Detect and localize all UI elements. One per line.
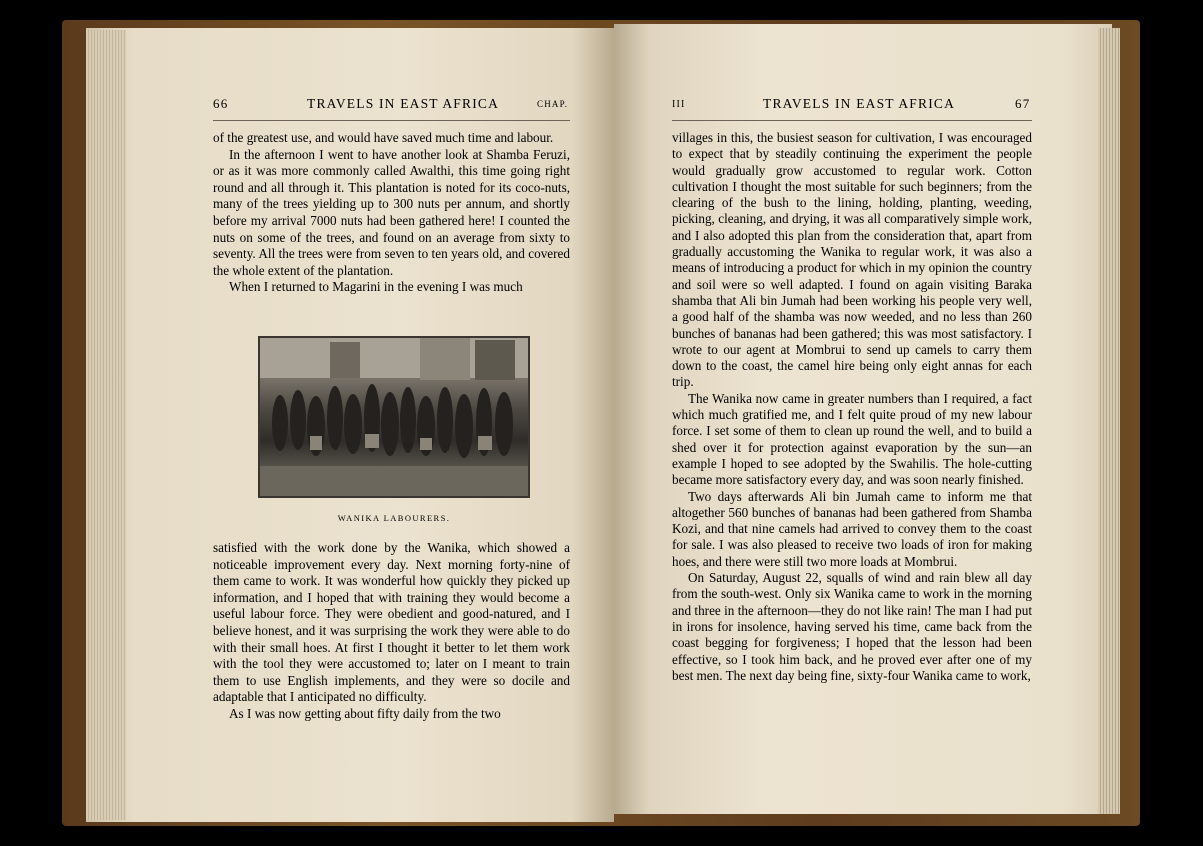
- right-section-label: III: [672, 99, 686, 110]
- left-paragraph: When I returned to Magarini in the evening I was much: [229, 279, 523, 295]
- right-running-title: TRAVELS IN EAST AFRICA: [763, 96, 956, 111]
- left-page-edges: [86, 30, 126, 820]
- left-paragraph: In the afternoon I went to have another look at Shamba Feruzi, or as it was more commonly called Awalthi, this time going right round and all through it. This plantation is noted for its coco-nuts, many of the trees yielding up to 300 nuts per annum, and shortly before my arrival 7000 nuts had been gathered here! I counted the nuts on some of the trees, and found on an average from sixty to seventy. All the trees were from seven to ten years old, and covered the whole extent of the plantation.: [213, 146, 570, 278]
- right-paragraph: villages in this, the busiest season for cultivation, I was encouraged to expect that by steadily continuing the experiment the people would gradually grow accustomed to regular work. Cotton cultivation I thought the most suitable for such beginners; from the clearing of the bush to the lining, holding, planting, weeding, picking, cleaning, and drying, it was all comparatively simple work, and I also adopted this plan from the consideration that, apart from gradually accustoming the Wanika to regular work, it was also a means of introducing a product for which in my opinion the country and soil were so well adapted. I found on again visiting Baraka shamba that Ali bin Jumah had been working his people very well, a good half of the shamba was now weeded, and no less than 260 bunches of bananas had been gathered; this was most satisfactory. I wrote to our agent at Mombrui to send up camels to carry them down to the coast, the camel hire being only eight annas for each trip.: [672, 130, 1032, 390]
- right-text: [672, 130, 1032, 684]
- left-text-top: [213, 130, 570, 296]
- right-header-rule: [672, 120, 1032, 121]
- left-paragraph: As I was now getting about fifty daily from the two: [229, 705, 501, 721]
- left-page-number: 66: [213, 96, 229, 111]
- left-header-rule: [213, 120, 570, 121]
- left-section-label: CHAP.: [537, 99, 569, 109]
- right-page-number: 67: [1015, 96, 1031, 111]
- left-text-bottom: [213, 540, 570, 723]
- right-paragraph: On Saturday, August 22, squalls of wind and rain blew all day from the south-west. Only six Wanika came to work in the morning and three in the afternoon—they do not like rain! The man I had put in irons for insolence, having served his time, came back from the coast begging for forgiveness; I hoped that the lesson had been effective, so I took him back, and he proved ever after one of my best men. The next day being fine, sixty-four Wanika came to work,: [672, 570, 1032, 683]
- right-paragraph: The Wanika now came in greater numbers than I required, a fact which much gratified me, and I felt quite proud of my new labour force. I set some of them to clean up round the well, and to build a shed over it for protection against evaporation by the sun—an example I hoped to see adopted by the Swahilis. The hole-cutting became more satisfactory every day, and was soon nearly finished.: [672, 390, 1032, 488]
- left-paragraph: satisfied with the work done by the Wanika, which showed a noticeable improvement every day. Next morning forty-nine of them came to work. It was wonderful how quickly they picked up information, and I hoped that with training they would become a useful labour force. They were obedient and good-natured, and I believe honest, and it was surprising the work they were able to do with their small hoes. At first I thought it better to let them work with the tool they were accustomed to; later on I meant to train them to use English implements, and they were so docile and adaptable that I anticipated no difficulty.: [213, 540, 570, 705]
- right-page-edges: [1098, 28, 1120, 814]
- wanika-labourers-photo: [258, 336, 530, 498]
- left-paragraph: of the greatest use, and would have saved much time and labour.: [213, 130, 554, 145]
- photo-illustration: [260, 338, 528, 496]
- right-paragraph: Two days afterwards Ali bin Jumah came to inform me that altogether 560 bunches of bananas had been gathered from Shamba Kozi, and that nine camels had arrived to convey them to the coast for sale. I was also pleased to receive two loads of iron for making hoes, and there were still two more loads at Mombrui.: [672, 488, 1032, 569]
- figure-caption: WANIKA LABOURERS.: [337, 513, 451, 523]
- left-running-title: TRAVELS IN EAST AFRICA: [307, 96, 500, 111]
